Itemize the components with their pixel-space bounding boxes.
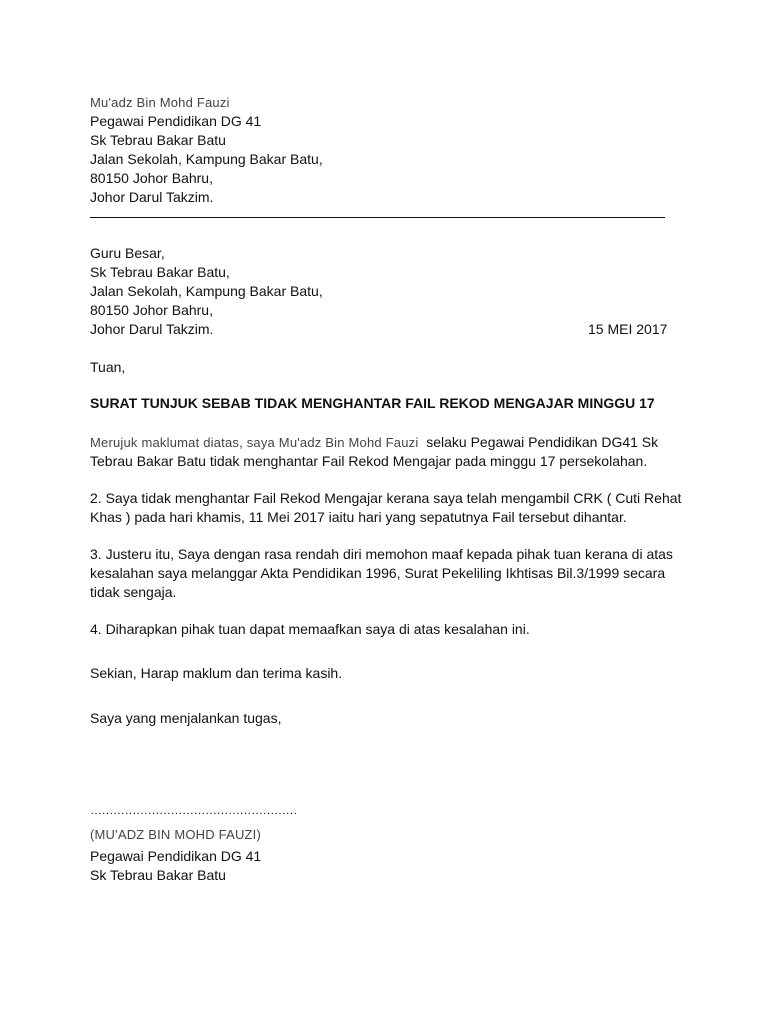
- sender-street: Jalan Sekolah, Kampung Bakar Batu,: [90, 151, 323, 167]
- recipient-title: Guru Besar,: [90, 245, 165, 261]
- paragraph-2-line-1: 2. Saya tidak menghantar Fail Rekod Mengajar kerana saya telah mengambil CRK ( Cuti Rehat: [90, 490, 682, 506]
- recipient-state: Johor Darul Takzim.: [90, 321, 214, 337]
- signatory-position: Pegawai Pendidikan DG 41: [90, 848, 262, 864]
- sender-position: Pegawai Pendidikan DG 41: [90, 113, 262, 129]
- signatory-name: (MU'ADZ BIN MOHD FAUZI): [90, 827, 262, 842]
- paragraph-2-line-2: Khas ) pada hari khamis, 11 Mei 2017 iaitu hari yang sepatutnya Fail tersebut dihantar.: [90, 509, 627, 525]
- paragraph-3-line-2: kesalahan saya melanggar Akta Pendidikan 1996, Surat Pekeliling Ikhtisas Bil.3/1999 secara: [90, 565, 666, 581]
- paragraph-3-line-3: tidak sengaja.: [90, 584, 177, 600]
- sender-school: Sk Tebrau Bakar Batu: [90, 132, 226, 148]
- recipient-postcode: 80150 Johor Bahru,: [90, 302, 213, 318]
- sender-state: Johor Darul Takzim.: [90, 189, 214, 205]
- recipient-school: Sk Tebrau Bakar Batu,: [90, 264, 230, 280]
- signatory-school: Sk Tebrau Bakar Batu: [90, 867, 226, 883]
- separator-line: [90, 217, 665, 218]
- paragraph-4: 4. Diharapkan pihak tuan dapat memaafkan saya di atas kesalahan ini.: [90, 621, 530, 637]
- recipient-street: Jalan Sekolah, Kampung Bakar Batu,: [90, 283, 323, 299]
- paragraph-1-line-1: [90, 433, 658, 452]
- salutation: Tuan,: [90, 359, 126, 375]
- paragraph-1-lead: Merujuk maklumat diatas, saya Mu'adz Bin Mohd Fauzi: [90, 435, 419, 450]
- paragraph-3-line-1: 3. Justeru itu, Saya dengan rasa rendah diri memohon maaf kepada pihak tuan kerana di atas: [90, 546, 673, 562]
- sender-name: Mu'adz Bin Mohd Fauzi: [90, 95, 230, 110]
- letter-subject: SURAT TUNJUK SEBAB TIDAK MENGHANTAR FAIL REKOD MENGAJAR MINGGU 17: [90, 395, 655, 411]
- sender-postcode: 80150 Johor Bahru,: [90, 170, 213, 186]
- paragraph-1-line-2: Tebrau Bakar Batu tidak menghantar Fail Rekod Mengajar pada minggu 17 persekolahan.: [90, 453, 648, 469]
- sign-off: Saya yang menjalankan tugas,: [90, 710, 282, 726]
- signature-line: ………………………………………………: [90, 803, 297, 817]
- letter-date: 15 MEI 2017: [588, 321, 668, 337]
- closing-line: Sekian, Harap maklum dan terima kasih.: [90, 665, 343, 681]
- paragraph-1-rest: selaku Pegawai Pendidikan DG41 Sk: [426, 434, 659, 450]
